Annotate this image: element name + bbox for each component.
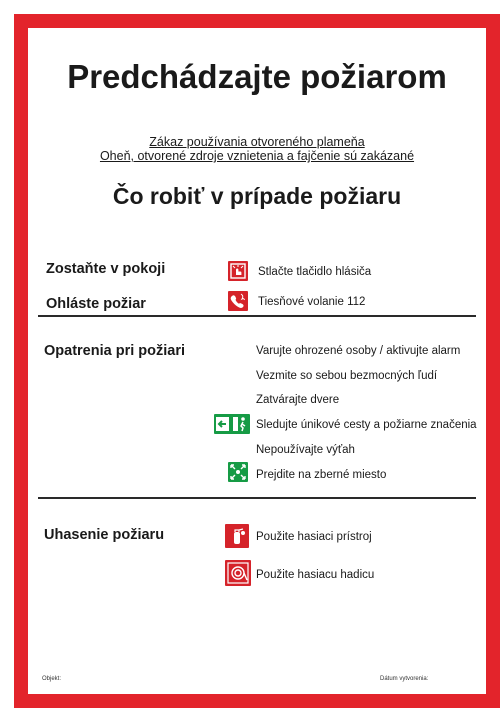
fire-extinguisher-icon xyxy=(225,524,249,548)
section-heading: Čo robiť v prípade požiaru xyxy=(112,183,402,209)
escape-route-arrow-icon xyxy=(214,414,250,434)
object-label: Objekt: xyxy=(42,676,62,682)
list-item: Nepoužívajte výťah xyxy=(256,444,355,456)
assembly-point-icon xyxy=(228,462,248,482)
fire-alarm-call-point-icon xyxy=(228,261,248,281)
page-title: Predchádzajte požiarom xyxy=(67,58,447,95)
fire-hose-icon xyxy=(225,560,251,586)
list-item: Varujte ohrozené osoby / aktivujte alarm xyxy=(256,345,461,357)
prohibition-line-1: Zákaz používania otvoreného plameňa xyxy=(149,135,365,149)
fire-measures-label: Opatrenia pri požiari xyxy=(44,343,185,359)
list-item: Prejdite na zberné miesto xyxy=(256,469,387,481)
fire-emergency-telephone-icon xyxy=(228,291,248,311)
use-hose-text: Použite hasiacu hadicu xyxy=(256,569,375,581)
report-fire-label: Ohláste požiar xyxy=(46,296,146,312)
list-item: Vezmite so sebou bezmocných ľudí xyxy=(256,370,438,382)
list-item: Sledujte únikové cesty a požiarne značenia xyxy=(256,419,477,431)
prohibition-line-2: Oheň, otvorené zdroje vznietenia a fajčenie sú zakázané xyxy=(99,149,415,163)
divider-1 xyxy=(38,315,476,317)
press-alarm-text: Stlačte tlačidlo hlásiča xyxy=(258,266,372,278)
use-extinguisher-text: Použite hasiaci prístroj xyxy=(256,531,372,543)
extinguish-fire-label: Uhasenie požiaru xyxy=(44,527,165,543)
emergency-call-text: Tiesňové volanie 112 xyxy=(258,296,366,308)
divider-2 xyxy=(38,497,476,499)
list-item: Zatvárajte dvere xyxy=(256,394,340,406)
stay-calm-label: Zostaňte v pokoji xyxy=(46,261,166,277)
sign-frame xyxy=(14,14,500,708)
date-created-label: Dátum vytvorenia: xyxy=(380,676,429,682)
